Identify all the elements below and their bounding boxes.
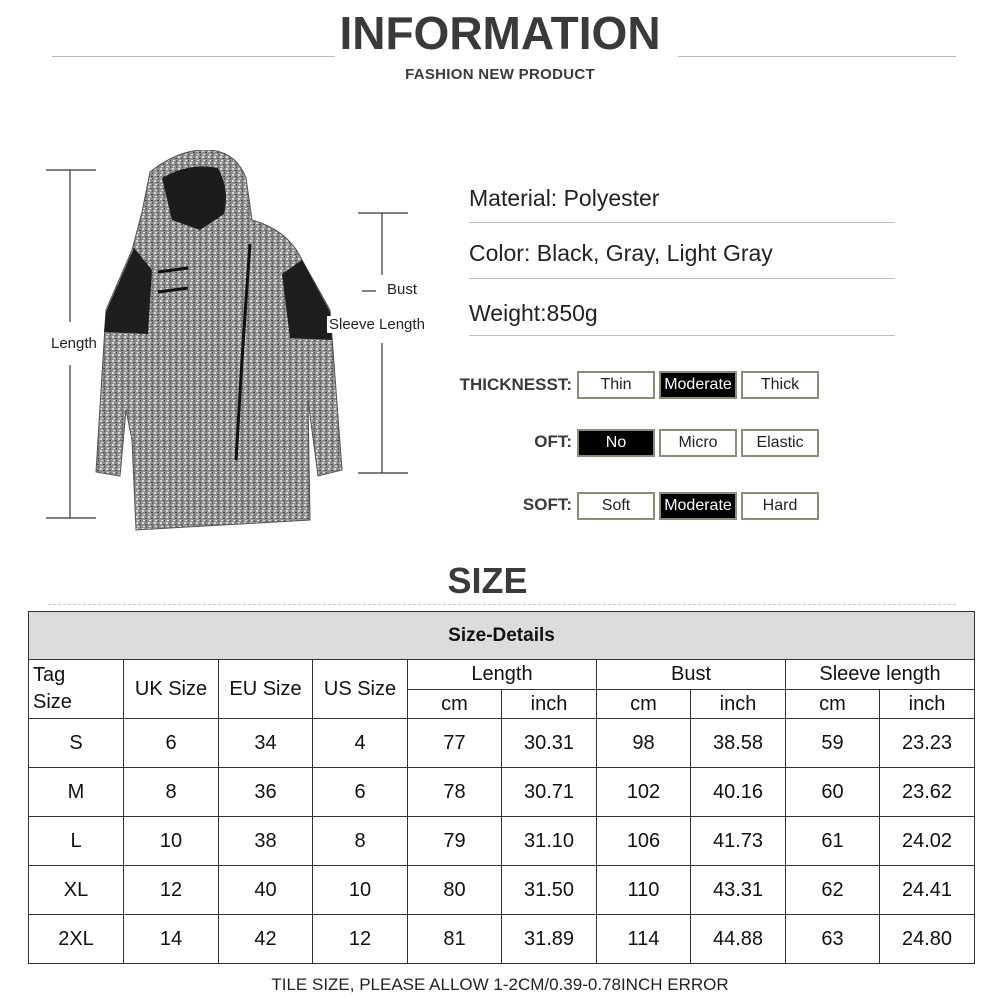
table-cell-len-cm: 79: [408, 817, 502, 866]
size-divider: [48, 604, 956, 605]
info-divider: [469, 335, 895, 336]
soft-option-moderate: Moderate: [659, 492, 737, 520]
table-cell-sleeve-cm: 61: [786, 817, 880, 866]
table-cell-len-in: 31.10: [502, 817, 597, 866]
thickness-label: THICKNESST:: [459, 375, 572, 394]
title-rule-left: [52, 56, 335, 57]
coat-image: [40, 150, 460, 540]
length-label: Length: [51, 335, 97, 352]
size-heading: SIZE: [447, 560, 528, 601]
table-cell-uk: 14: [124, 915, 219, 964]
table-cell-len-in: 30.31: [502, 719, 597, 768]
table-cell-uk: 12: [124, 866, 219, 915]
table-cell-bust-cm: 98: [597, 719, 691, 768]
table-cell-uk: 8: [124, 768, 219, 817]
table-cell-bust-cm: 106: [597, 817, 691, 866]
table-cell-eu: 38: [219, 817, 313, 866]
weight-info: Weight:850g: [469, 300, 598, 326]
oft-label: OFT:: [534, 432, 572, 451]
header-tag-size: [29, 660, 124, 719]
header-bust: Bust: [597, 660, 786, 690]
table-cell-us: 8: [313, 817, 408, 866]
size-error-note: TILE SIZE, PLEASE ALLOW 1-2CM/0.39-0.78INCH ERROR: [271, 975, 729, 994]
header-sleeve-inch: inch: [880, 690, 975, 719]
table-cell-bust-cm: 110: [597, 866, 691, 915]
table-cell-tag: M: [29, 768, 124, 817]
material-info: Material: Polyester: [469, 185, 660, 211]
thickness-option-thick: Thick: [741, 371, 819, 399]
header-tag-size-line1: Tag: [33, 664, 66, 686]
table-cell-us: 12: [313, 915, 408, 964]
table-cell-bust-in: 41.73: [691, 817, 786, 866]
table-caption: Size-Details: [29, 612, 975, 660]
table-cell-len-cm: 77: [408, 719, 502, 768]
oft-option-no: No: [577, 429, 655, 457]
bust-label: Bust: [387, 281, 418, 298]
header-bust-cm: cm: [597, 690, 691, 719]
header-sleeve-cm: cm: [786, 690, 880, 719]
table-cell-sleeve-cm: 60: [786, 768, 880, 817]
table-cell-sleeve-cm: 63: [786, 915, 880, 964]
size-table: [28, 611, 975, 964]
soft-option-soft: Soft: [577, 492, 655, 520]
table-row: [29, 866, 975, 915]
header-bust-inch: inch: [691, 690, 786, 719]
table-cell-bust-cm: 114: [597, 915, 691, 964]
table-cell-us: 6: [313, 768, 408, 817]
header-length: Length: [408, 660, 597, 690]
header-length-inch: inch: [502, 690, 597, 719]
color-info: Color: Black, Gray, Light Gray: [469, 240, 773, 266]
table-cell-bust-cm: 102: [597, 768, 691, 817]
table-cell-us: 4: [313, 719, 408, 768]
table-cell-tag: S: [29, 719, 124, 768]
table-cell-eu: 42: [219, 915, 313, 964]
product-illustration: [40, 150, 460, 540]
table-cell-bust-in: 43.31: [691, 866, 786, 915]
table-cell-tag: XL: [29, 866, 124, 915]
info-divider: [469, 222, 895, 223]
table-cell-sleeve-in: 23.23: [880, 719, 975, 768]
oft-option-elastic: Elastic: [741, 429, 819, 457]
header-sleeve-length: Sleeve length: [786, 660, 975, 690]
table-row: [29, 719, 975, 768]
page-subtitle: FASHION NEW PRODUCT: [405, 66, 595, 83]
table-row: [29, 768, 975, 817]
header-length-cm: cm: [408, 690, 502, 719]
header-tag-size-line2: Size: [33, 691, 72, 713]
table-cell-sleeve-cm: 59: [786, 719, 880, 768]
table-cell-sleeve-cm: 62: [786, 866, 880, 915]
table-cell-len-in: 31.89: [502, 915, 597, 964]
sleeve-length-label: Sleeve Length: [329, 316, 425, 333]
table-cell-eu: 40: [219, 866, 313, 915]
thickness-option-moderate: Moderate: [659, 371, 737, 399]
table-cell-eu: 36: [219, 768, 313, 817]
table-cell-sleeve-in: 23.62: [880, 768, 975, 817]
header-eu-size: EU Size: [219, 660, 313, 719]
thickness-option-thin: Thin: [577, 371, 655, 399]
soft-option-hard: Hard: [741, 492, 819, 520]
header-uk-size: UK Size: [124, 660, 219, 719]
table-cell-tag: L: [29, 817, 124, 866]
table-cell-len-cm: 81: [408, 915, 502, 964]
table-row: [29, 817, 975, 866]
table-cell-sleeve-in: 24.41: [880, 866, 975, 915]
table-cell-us: 10: [313, 866, 408, 915]
table-cell-bust-in: 40.16: [691, 768, 786, 817]
soft-label: SOFT:: [522, 495, 572, 514]
table-cell-len-cm: 78: [408, 768, 502, 817]
oft-option-micro: Micro: [659, 429, 737, 457]
page-title: INFORMATION: [339, 7, 661, 59]
table-cell-bust-in: 44.88: [691, 915, 786, 964]
table-cell-sleeve-in: 24.80: [880, 915, 975, 964]
table-cell-eu: 34: [219, 719, 313, 768]
table-cell-uk: 10: [124, 817, 219, 866]
info-divider: [469, 278, 895, 279]
table-cell-uk: 6: [124, 719, 219, 768]
header-us-size: US Size: [313, 660, 408, 719]
table-cell-tag: 2XL: [29, 915, 124, 964]
table-cell-sleeve-in: 24.02: [880, 817, 975, 866]
table-row: [29, 915, 975, 964]
table-cell-len-in: 31.50: [502, 866, 597, 915]
table-cell-len-cm: 80: [408, 866, 502, 915]
table-cell-len-in: 30.71: [502, 768, 597, 817]
table-cell-bust-in: 38.58: [691, 719, 786, 768]
title-rule-right: [678, 56, 956, 57]
size-table-body: [29, 719, 975, 964]
